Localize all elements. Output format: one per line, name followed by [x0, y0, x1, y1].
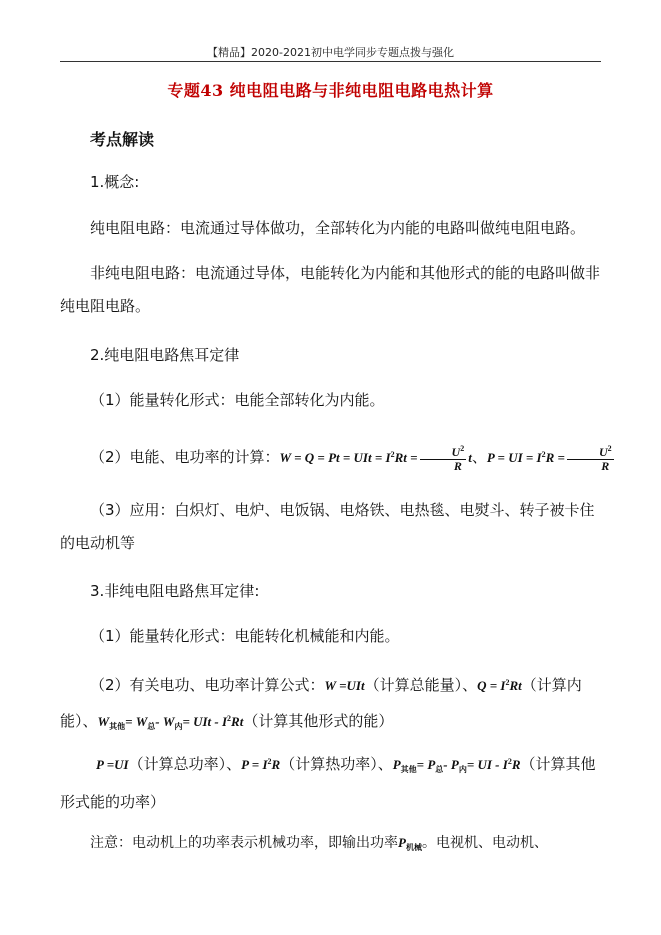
paragraph-power-formula: （2）电能、电功率的计算：W = Q = Pt = UIt = $I^2Rt$ = $\frac{U^2}{R}$ t、P = UI = $I^2R$ = $\frac{U^2}{R}$ — [90, 444, 612, 473]
paragraph-joule-law-pure: 2.纯电阻电路焦耳定律 — [90, 346, 240, 364]
paragraph-applications: （3）应用：白炽灯、电炉、电饭锅、电烙铁、电热毯、电熨斗、转子被卡住的电动机等 — [60, 501, 595, 552]
formula-power: P = UI = $I^2R$ = — [486, 450, 565, 465]
paragraph-pure-resistance: 纯电阻电路：电流通过导体做功，全部转化为内能的电路叫做纯电阻电路。 — [90, 219, 586, 237]
page-header: 【精品】2020-2021初中电学同步专题点拨与强化 — [207, 46, 454, 59]
formula-other-energy: $W_{其他}= W_总-$ $W_内=$ UIt - $I^2Rt$ — [97, 714, 244, 731]
page-title: 专题43 纯电阻电路与非纯电阻电路电热计算 — [167, 81, 494, 100]
paragraph-work-formulas: （2）有关电功、电功率计算公式：W =UIt（计算总能量）、$Q = I^2Rt$（计算内能）、$W_{其他}= W_总-$ $W_内=$ UIt - $I^2Rt$（计算其他形式的能） — [60, 676, 582, 731]
section-title: 考点解读 — [90, 130, 155, 149]
fraction-u2-over-r-2: $\frac{U^2}{R}$ — [567, 442, 614, 473]
formula-other-power: $P_{其他}= P_总-$ $P_内=$ UI - $I^2R$ — [392, 757, 521, 774]
paragraph-power-formulas: P =UI（计算总功率）、$P = I^2R$（计算热功率）、$P_{其他}= P_总-$ $P_内=$ UI - $I^2R$（计算其他形式能的功率） — [60, 755, 596, 811]
formula-prefix: （2）电能、电功率的计算： — [90, 448, 280, 466]
paragraph-joule-law-non-pure: 3.非纯电阻电路焦耳定律: — [90, 582, 260, 600]
paragraph-non-pure-resistance: 非纯电阻电路：电流通过导体，电能转化为内能和其他形式的能的电路叫做非纯电阻电路。 — [60, 264, 601, 315]
paragraph-energy-conversion-2: （1）能量转化形式：电能转化机械能和内能。 — [90, 627, 400, 645]
paragraph-energy-conversion-1: （1）能量转化形式：电能全部转化为内能。 — [90, 391, 385, 409]
paragraph-concept-heading: 1.概念: — [90, 173, 140, 191]
paragraph-note: 注意：电动机上的功率表示机械功率，即输出功率$P_{机械}$。电视机、电动机、 — [90, 835, 548, 852]
header-divider — [60, 61, 601, 62]
formula-energy: W = Q = Pt = UIt = $I^2Rt$ = — [279, 450, 418, 465]
fraction-u2-over-r: $\frac{U^2}{R}$ — [420, 442, 467, 473]
